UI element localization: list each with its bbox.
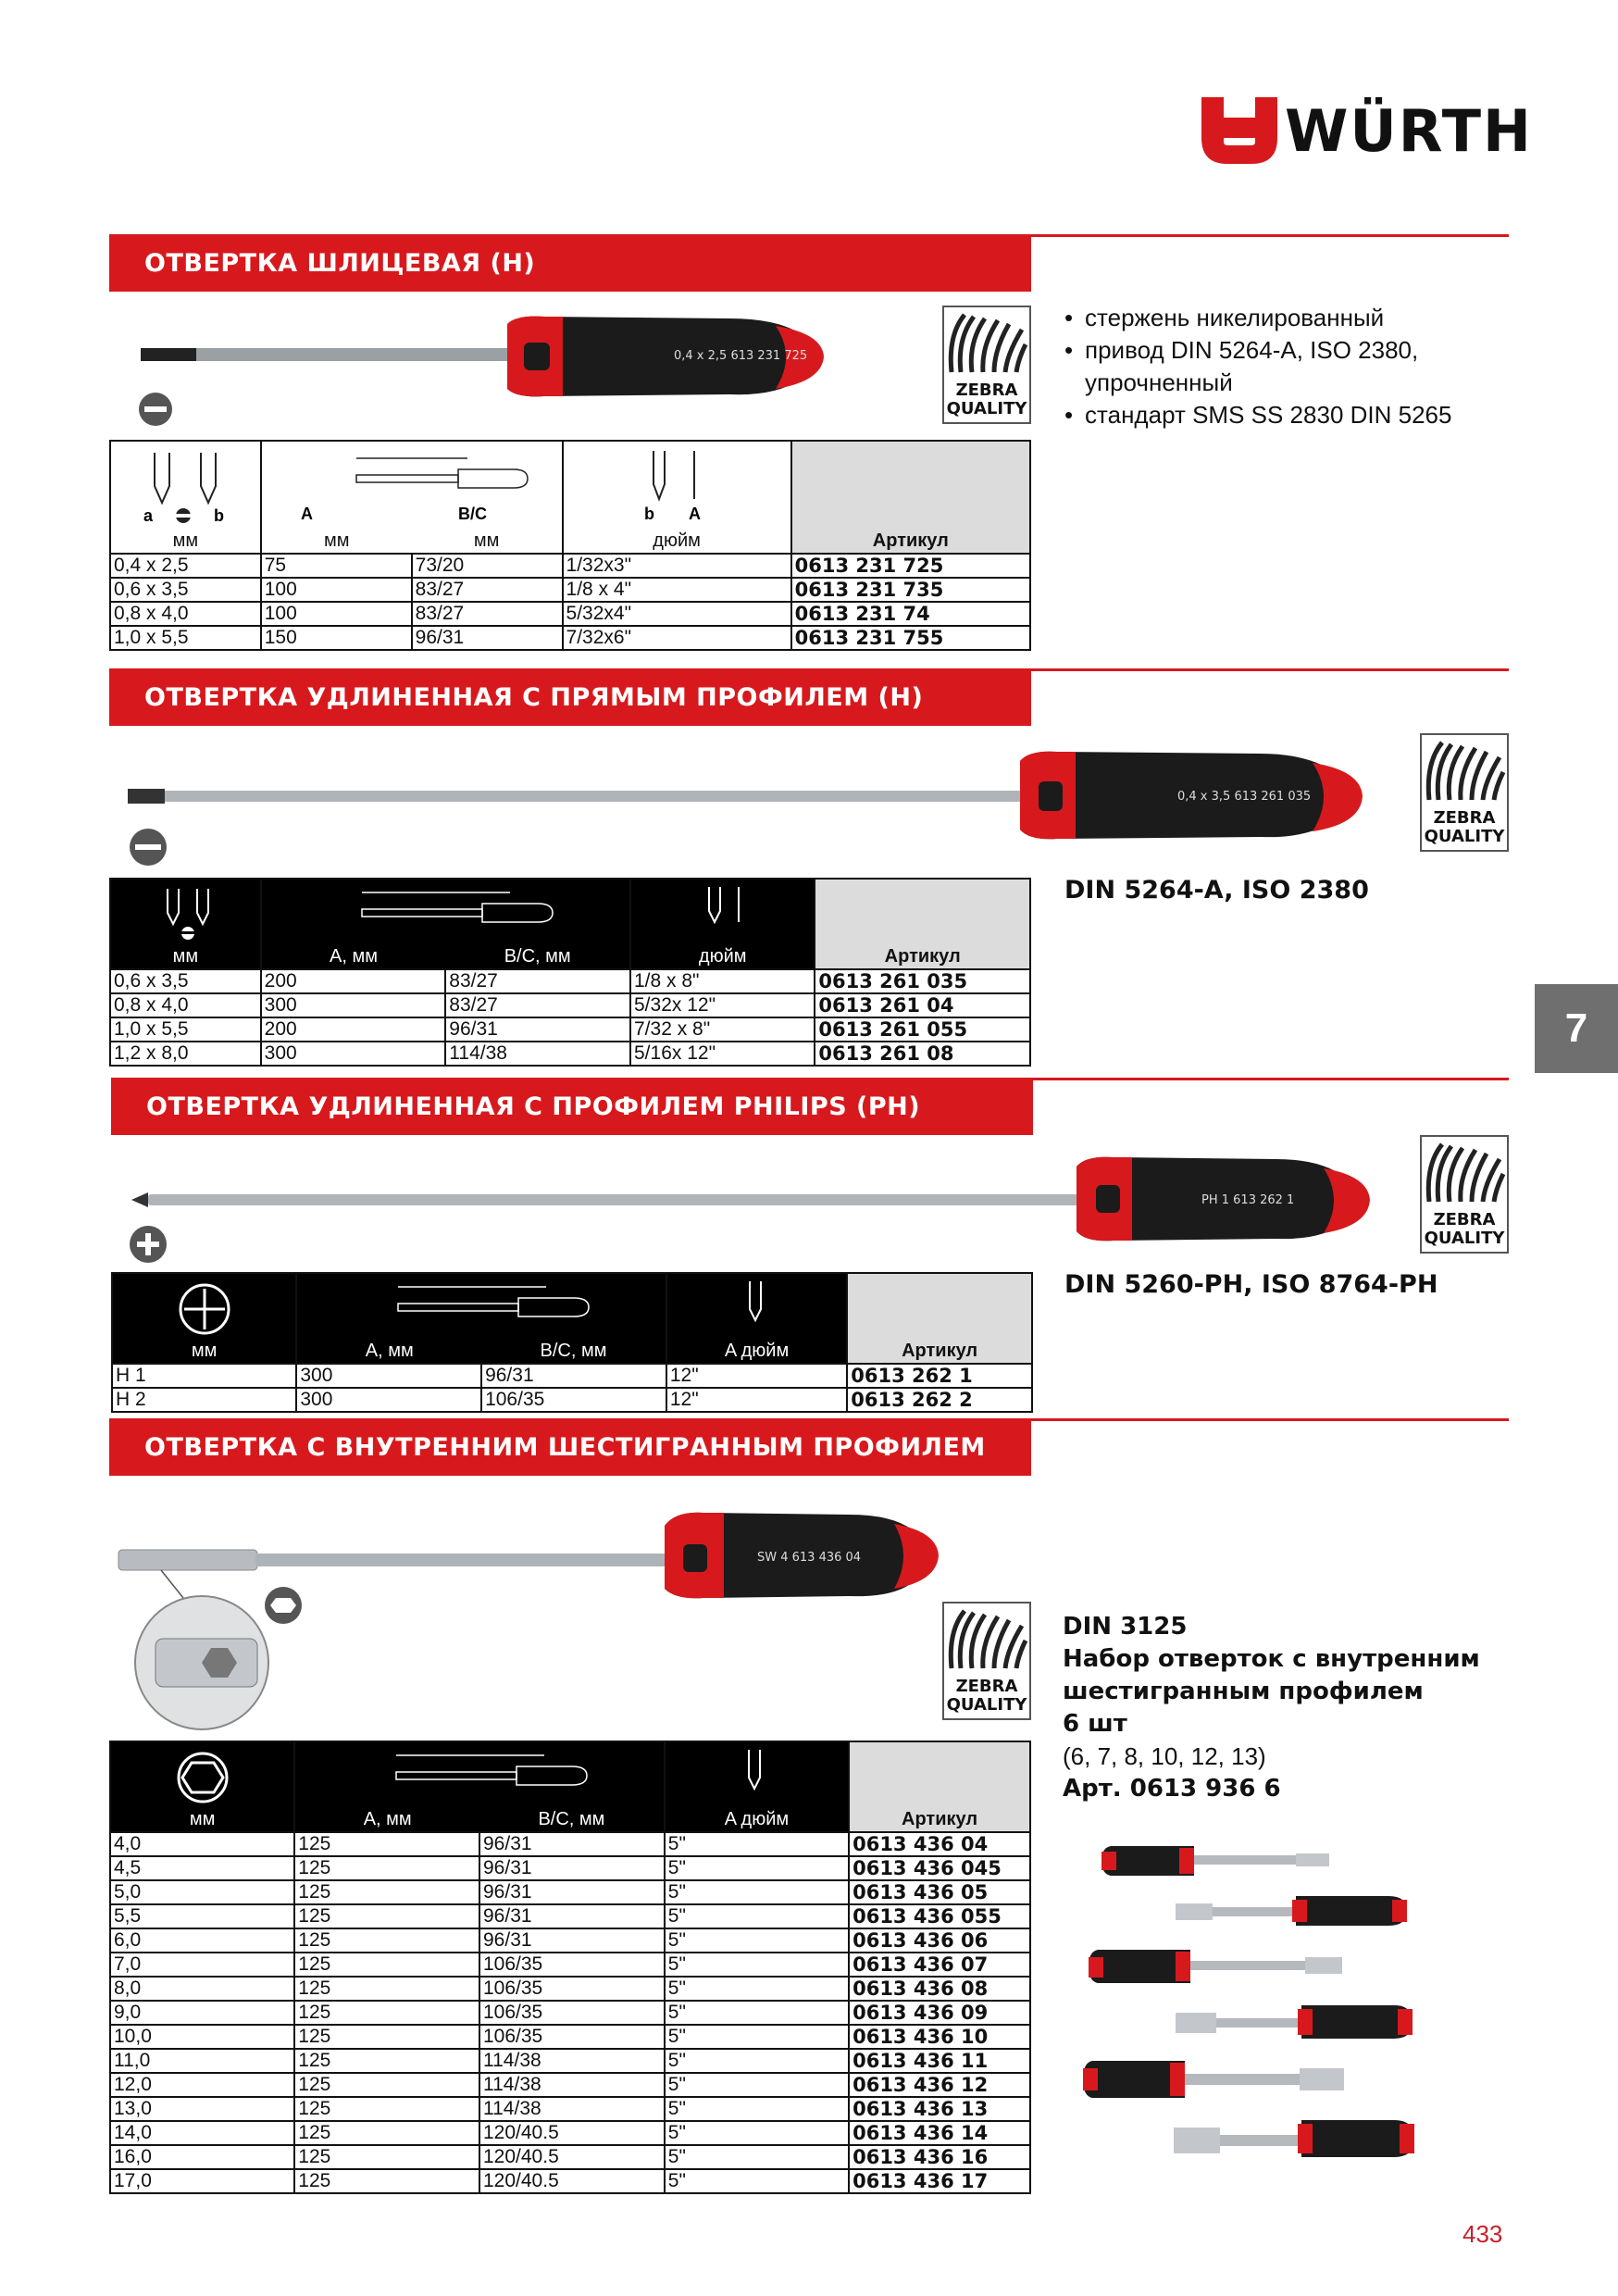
table-cell: 125 bbox=[294, 2097, 479, 2121]
column-header: мм bbox=[191, 1341, 218, 1361]
inch-diagram-icon bbox=[616, 447, 737, 521]
table-cell: 5" bbox=[665, 1977, 849, 2001]
inch-diagram-icon bbox=[728, 1746, 784, 1805]
column-header: B/C, мм bbox=[538, 1809, 605, 1829]
table-row bbox=[110, 1832, 1030, 1856]
hex-profile-icon bbox=[263, 1585, 304, 1626]
brand-logo-text: WÜRTH bbox=[1285, 97, 1533, 165]
table-cell: 114/38 bbox=[479, 2073, 665, 2097]
set-count: 6 шт bbox=[1063, 1710, 1127, 1738]
svg-text:b: b bbox=[214, 506, 225, 523]
svg-text:0,4 x 2,5 613 231 725: 0,4 x 2,5 613 231 725 bbox=[674, 349, 808, 363]
column-header: A, мм bbox=[363, 1809, 412, 1829]
zebra-badge-label: ZEBRA QUALITY bbox=[1424, 1210, 1505, 1248]
blade-diagram-icon bbox=[125, 449, 245, 523]
header-cell bbox=[563, 441, 791, 554]
table-row: 0,6 x 3,5 100 83/27 1/8 x 4" 0613 231 735 bbox=[110, 578, 1030, 602]
article-cell: 0613 436 05 bbox=[849, 1880, 1030, 1904]
length-diagram-icon bbox=[341, 1746, 618, 1805]
section-title: ОТВЕРТКА С ВНУТРЕННИМ ШЕСТИГРАННЫМ ПРОФИЛЕМ bbox=[109, 1418, 1031, 1476]
article-cell: 0613 436 045 bbox=[849, 1856, 1030, 1880]
table-cell: 5" bbox=[665, 2121, 849, 2145]
standard-label: DIN 5264-A, ISO 2380 bbox=[1064, 876, 1369, 905]
table-cell: 5" bbox=[665, 2025, 849, 2049]
column-header: B/C, мм bbox=[540, 1341, 607, 1361]
table-row bbox=[110, 2169, 1030, 2193]
screwdriver-slotted-image bbox=[137, 306, 868, 407]
table-cell: 5" bbox=[665, 1904, 849, 1928]
table-row: 1,2 x 8,0 300 114/38 5/16x 12" 0613 261 08 bbox=[110, 1042, 1030, 1066]
column-header: мм bbox=[473, 530, 500, 551]
column-header-article: Артикул bbox=[849, 1741, 1030, 1832]
section-title: ОТВЕРТКА УДЛИНЕННАЯ С ПРОФИЛЕМ PHILIPS (PH) bbox=[111, 1078, 1033, 1135]
table-row: 0,8 x 4,0 300 83/27 5/32x 12" 0613 261 04 bbox=[110, 993, 1030, 1017]
chapter-tab: 7 bbox=[1535, 984, 1618, 1073]
zebra-badge-label: ZEBRA QUALITY bbox=[946, 1677, 1027, 1715]
section-divider bbox=[1029, 668, 1509, 671]
set-sizes: (6, 7, 8, 10, 12, 13) bbox=[1063, 1742, 1266, 1770]
table-row: 1,0 x 5,5 200 96/31 7/32 x 8" 0613 261 055 bbox=[110, 1017, 1030, 1042]
header-cell bbox=[110, 1741, 294, 1832]
spec-table bbox=[109, 878, 1031, 1067]
inch-diagram-icon bbox=[729, 1278, 785, 1337]
table-row: H 1 300 96/31 12" 0613 262 1 bbox=[112, 1364, 1032, 1388]
header-cell bbox=[630, 879, 815, 969]
table-cell: 4,5 bbox=[110, 1856, 294, 1880]
table-row bbox=[110, 2049, 1030, 2073]
page-number: 433 bbox=[1462, 2220, 1503, 2248]
table-cell: 5" bbox=[665, 2049, 849, 2073]
table-cell: 5" bbox=[665, 2073, 849, 2097]
column-header: A дюйм bbox=[724, 1341, 790, 1361]
zebra-stripes-icon bbox=[1422, 1137, 1507, 1207]
table-cell: 125 bbox=[294, 1880, 479, 1904]
header-cell bbox=[294, 1741, 665, 1832]
zebra-badge-label: ZEBRA QUALITY bbox=[946, 381, 1027, 418]
article-cell: 0613 436 13 bbox=[849, 2097, 1030, 2121]
table-cell: 106/35 bbox=[479, 2025, 665, 2049]
section-divider bbox=[1029, 1078, 1509, 1080]
column-header: мм bbox=[323, 530, 350, 551]
table-row bbox=[110, 1928, 1030, 1953]
table-cell: 120/40.5 bbox=[479, 2169, 665, 2193]
table-cell: 5" bbox=[665, 2145, 849, 2169]
set-article: Арт. 0613 936 6 bbox=[1063, 1775, 1281, 1803]
table-row: 0,8 x 4,0 100 83/27 5/32x4" 0613 231 74 bbox=[110, 602, 1030, 626]
zebra-quality-badge bbox=[942, 1602, 1031, 1720]
column-header: A дюйм bbox=[724, 1809, 790, 1829]
zebra-badge-label: ZEBRA QUALITY bbox=[1424, 808, 1505, 846]
inch-diagram-icon bbox=[672, 883, 774, 942]
table-cell: 9,0 bbox=[110, 2001, 294, 2025]
nut-driver-image bbox=[109, 1500, 942, 1731]
set-description bbox=[1063, 1611, 1488, 1805]
table-cell: 120/40.5 bbox=[479, 2121, 665, 2145]
phillips-profile-icon bbox=[128, 1224, 168, 1265]
table-row bbox=[110, 2073, 1030, 2097]
article-cell: 0613 436 12 bbox=[849, 2073, 1030, 2097]
standard-label: DIN 3125 bbox=[1063, 1613, 1188, 1641]
feature-item: • стержень никелированный bbox=[1064, 302, 1462, 334]
column-header: B/C, мм bbox=[504, 946, 571, 967]
feature-list bbox=[1064, 302, 1462, 431]
table-cell: 106/35 bbox=[479, 1977, 665, 2001]
article-cell: 0613 436 04 bbox=[849, 1832, 1030, 1856]
header-cell bbox=[110, 441, 261, 554]
table-row: 0,4 x 2,5 75 73/20 1/32x3" 0613 231 725 bbox=[110, 554, 1030, 578]
article-cell: 0613 436 055 bbox=[849, 1904, 1030, 1928]
nut-driver-set-image bbox=[1083, 1842, 1490, 2176]
table-cell: 96/31 bbox=[479, 1880, 665, 1904]
table-row bbox=[110, 2121, 1030, 2145]
column-header: A, мм bbox=[330, 946, 378, 967]
svg-text:PH 1 613 262 1: PH 1 613 262 1 bbox=[1201, 1193, 1295, 1207]
zebra-stripes-icon bbox=[1422, 735, 1507, 805]
spec-table bbox=[111, 1272, 1033, 1413]
svg-text:b: b bbox=[644, 505, 655, 521]
article-cell: 0613 436 06 bbox=[849, 1928, 1030, 1953]
section-title: ОТВЕРТКА УДЛИНЕННАЯ С ПРЯМЫМ ПРОФИЛЕМ (H) bbox=[109, 668, 1031, 726]
section-title: ОТВЕРТКА ШЛИЦЕВАЯ (H) bbox=[109, 234, 1031, 292]
zebra-quality-badge bbox=[1420, 733, 1509, 852]
length-diagram-icon bbox=[342, 1278, 620, 1337]
screwdriver-long-slotted-image bbox=[122, 741, 1381, 852]
table-cell: 14,0 bbox=[110, 2121, 294, 2145]
length-diagram-icon bbox=[273, 447, 551, 521]
table-cell: 125 bbox=[294, 2121, 479, 2145]
table-row bbox=[110, 1904, 1030, 1928]
set-title: Набор отверток с внутренним шестигранным профилем bbox=[1063, 1645, 1480, 1705]
table-cell: 5,0 bbox=[110, 1880, 294, 1904]
table-cell: 125 bbox=[294, 1953, 479, 1977]
table-cell: 5" bbox=[665, 2097, 849, 2121]
table-row bbox=[110, 1953, 1030, 1977]
column-header: мм bbox=[172, 530, 199, 551]
table-cell: 4,0 bbox=[110, 1832, 294, 1856]
table-row: 0,6 x 3,5 200 83/27 1/8 x 8" 0613 261 035 bbox=[110, 969, 1030, 993]
header-cell bbox=[296, 1273, 666, 1364]
header-cell bbox=[110, 879, 261, 969]
table-cell: 114/38 bbox=[479, 2049, 665, 2073]
article-cell: 0613 436 14 bbox=[849, 2121, 1030, 2145]
table-cell: 5" bbox=[665, 1928, 849, 1953]
header-cell bbox=[665, 1741, 849, 1832]
header-cell bbox=[112, 1273, 296, 1364]
table-cell: 96/31 bbox=[479, 1904, 665, 1928]
wurth-logo-icon bbox=[1201, 97, 1277, 164]
table-row bbox=[110, 2097, 1030, 2121]
table-cell: 11,0 bbox=[110, 2049, 294, 2073]
header-cell bbox=[261, 879, 630, 969]
zebra-stripes-icon bbox=[944, 1603, 1029, 1674]
header-cell bbox=[261, 441, 563, 554]
table-cell: 125 bbox=[294, 1856, 479, 1880]
table-row bbox=[110, 1880, 1030, 1904]
table-cell: 7,0 bbox=[110, 1953, 294, 1977]
table-cell: 10,0 bbox=[110, 2025, 294, 2049]
table-cell: 96/31 bbox=[479, 1928, 665, 1953]
article-cell: 0613 436 16 bbox=[849, 2145, 1030, 2169]
column-header: дюйм bbox=[698, 946, 747, 967]
table-cell: 125 bbox=[294, 2025, 479, 2049]
column-header: дюйм bbox=[653, 530, 701, 551]
table-row: H 2 300 106/35 12" 0613 262 2 bbox=[112, 1388, 1032, 1412]
article-cell: 0613 436 08 bbox=[849, 1977, 1030, 2001]
svg-text:SW 4 613 436 04: SW 4 613 436 04 bbox=[757, 1551, 862, 1565]
table-cell: 114/38 bbox=[479, 2097, 665, 2121]
section-divider bbox=[1029, 1418, 1509, 1421]
table-row bbox=[110, 1856, 1030, 1880]
table-cell: 125 bbox=[294, 1928, 479, 1953]
table-cell: 5" bbox=[665, 1953, 849, 1977]
table-row bbox=[110, 2145, 1030, 2169]
table-cell: 125 bbox=[294, 2073, 479, 2097]
table-cell: 5,5 bbox=[110, 1904, 294, 1928]
header-cell bbox=[666, 1273, 847, 1364]
table-cell: 120/40.5 bbox=[479, 2145, 665, 2169]
feature-item: • привод DIN 5264-A, ISO 2380, упрочненный bbox=[1064, 334, 1462, 399]
table-cell: 13,0 bbox=[110, 2097, 294, 2121]
length-diagram-icon bbox=[306, 883, 584, 942]
hex-diagram-icon bbox=[175, 1750, 230, 1805]
table-cell: 106/35 bbox=[479, 1953, 665, 1977]
article-cell: 0613 436 07 bbox=[849, 1953, 1030, 1977]
table-cell: 125 bbox=[294, 1904, 479, 1928]
table-cell: 8,0 bbox=[110, 1977, 294, 2001]
table-cell: 96/31 bbox=[479, 1856, 665, 1880]
svg-text:A: A bbox=[300, 505, 313, 521]
article-cell: 0613 436 10 bbox=[849, 2025, 1030, 2049]
slot-profile-icon bbox=[128, 827, 168, 867]
table-cell: 106/35 bbox=[479, 2001, 665, 2025]
table-cell: 5" bbox=[665, 2001, 849, 2025]
standard-label: DIN 5260-PH, ISO 8764-PH bbox=[1064, 1270, 1438, 1299]
table-row: 1,0 x 5,5 150 96/31 7/32x6" 0613 231 755 bbox=[110, 626, 1030, 650]
spec-table bbox=[109, 440, 1031, 651]
svg-text:B/C: B/C bbox=[457, 505, 487, 521]
article-cell: 0613 436 17 bbox=[849, 2169, 1030, 2193]
column-header: A, мм bbox=[365, 1341, 414, 1361]
table-cell: 125 bbox=[294, 2049, 479, 2073]
table-cell: 17,0 bbox=[110, 2169, 294, 2193]
table-cell: 125 bbox=[294, 2145, 479, 2169]
column-header-article: Артикул bbox=[815, 879, 1030, 969]
blade-diagram-icon bbox=[134, 885, 236, 941]
zebra-quality-badge bbox=[942, 306, 1031, 424]
table-row bbox=[110, 1977, 1030, 2001]
column-header: мм bbox=[189, 1809, 216, 1829]
table-cell: 6,0 bbox=[110, 1928, 294, 1953]
screwdriver-phillips-image bbox=[128, 1148, 1387, 1250]
table-cell: 125 bbox=[294, 2169, 479, 2193]
table-cell: 96/31 bbox=[479, 1832, 665, 1856]
table-cell: 5" bbox=[665, 1856, 849, 1880]
section-divider bbox=[1029, 234, 1509, 237]
zebra-quality-badge bbox=[1420, 1135, 1509, 1254]
svg-text:a: a bbox=[143, 506, 154, 523]
table-cell: 125 bbox=[294, 1977, 479, 2001]
slot-profile-icon bbox=[137, 391, 174, 428]
column-header-article: Артикул bbox=[847, 1273, 1032, 1364]
svg-text:A: A bbox=[689, 505, 702, 521]
article-cell: 0613 436 09 bbox=[849, 2001, 1030, 2025]
table-row bbox=[110, 2025, 1030, 2049]
column-header: мм bbox=[172, 946, 199, 967]
phillips-diagram-icon bbox=[177, 1281, 232, 1337]
svg-text:0,4 x 3,5 613 261 035: 0,4 x 3,5 613 261 035 bbox=[1177, 790, 1312, 804]
table-cell: 5" bbox=[665, 1832, 849, 1856]
table-cell: 12,0 bbox=[110, 2073, 294, 2097]
table-cell: 16,0 bbox=[110, 2145, 294, 2169]
table-cell: 125 bbox=[294, 1832, 479, 1856]
table-cell: 5" bbox=[665, 2169, 849, 2193]
table-row bbox=[110, 2001, 1030, 2025]
article-cell: 0613 436 11 bbox=[849, 2049, 1030, 2073]
zebra-stripes-icon bbox=[944, 307, 1029, 378]
table-cell: 5" bbox=[665, 1880, 849, 1904]
column-header-article: Артикул bbox=[791, 441, 1030, 554]
table-cell: 125 bbox=[294, 2001, 479, 2025]
feature-item: • стандарт SMS SS 2830 DIN 5265 bbox=[1064, 399, 1462, 431]
spec-table bbox=[109, 1741, 1031, 2194]
